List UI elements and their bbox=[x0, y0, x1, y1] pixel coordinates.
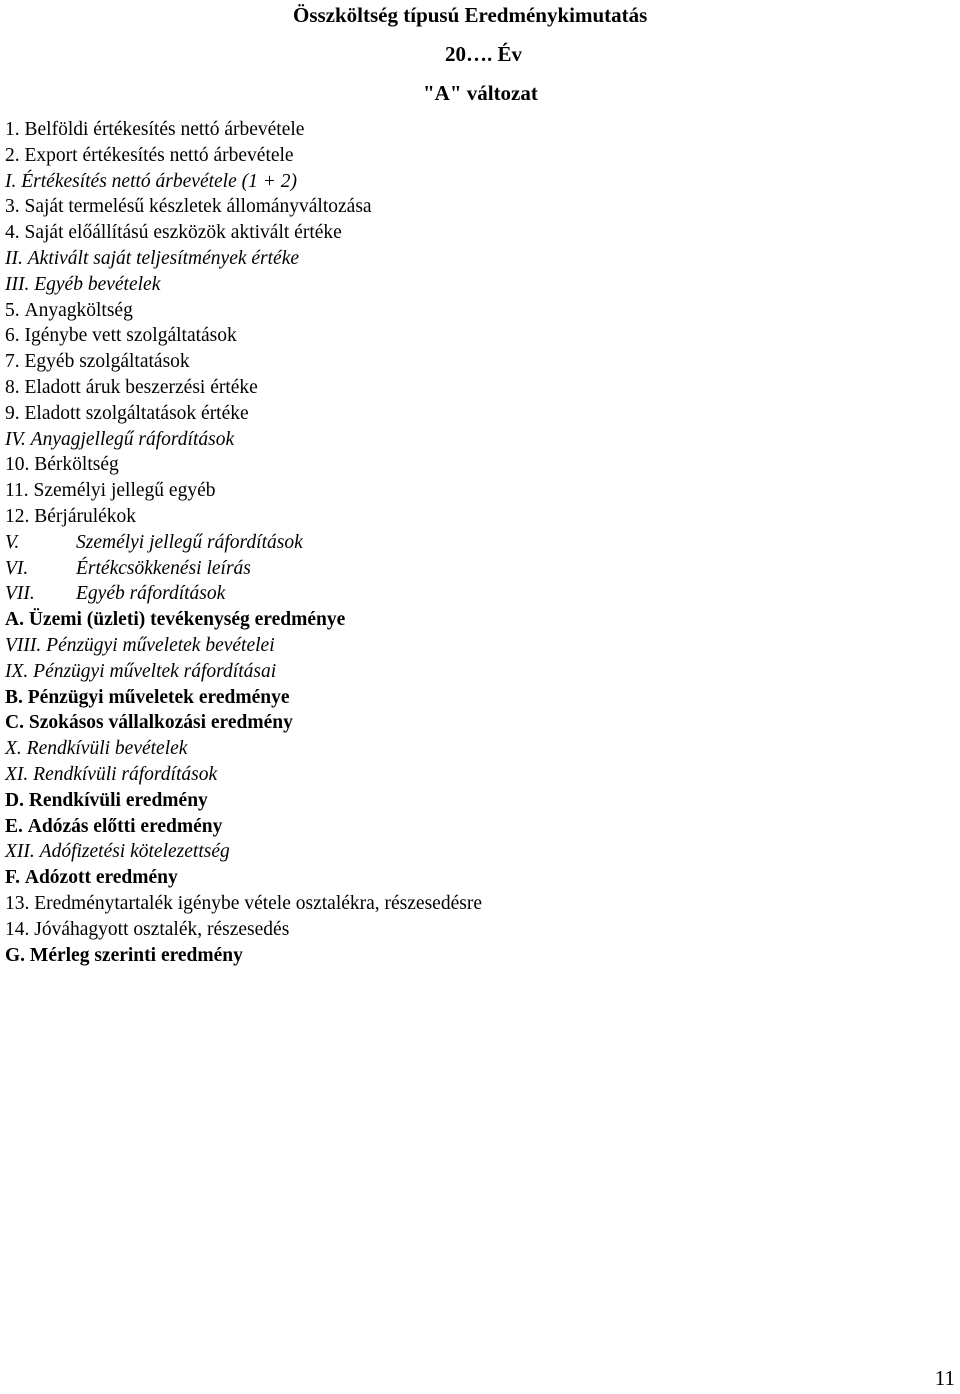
statement-line bbox=[5, 659, 482, 685]
line-label: Anyagjellegű ráfordítások bbox=[30, 428, 235, 450]
statement-line bbox=[5, 943, 482, 969]
statement-line bbox=[5, 220, 482, 246]
line-number: B. bbox=[5, 686, 28, 708]
line-label: Rendkívüli bevételek bbox=[26, 738, 188, 760]
line-label: Értékcsökkenési leírás bbox=[76, 557, 251, 579]
line-number: VI. bbox=[5, 557, 29, 579]
statement-line bbox=[5, 427, 482, 453]
line-label: Aktivált saját teljesítmények értéke bbox=[27, 247, 300, 269]
statement-line bbox=[5, 143, 482, 169]
line-number: 12. bbox=[5, 505, 35, 527]
line-label: Adózott eredmény bbox=[24, 867, 178, 889]
line-number: 8. bbox=[5, 376, 25, 398]
statement-line bbox=[5, 839, 482, 865]
line-label: Személyi jellegű egyéb bbox=[33, 480, 216, 502]
statement-line bbox=[5, 401, 482, 427]
page-number: 11 bbox=[934, 1366, 955, 1390]
line-label: Pénzügyi műveltek ráfordításai bbox=[33, 660, 277, 682]
statement-line bbox=[5, 581, 482, 607]
line-label: Saját termelésű készletek állományváltozása bbox=[24, 196, 372, 218]
line-label: Bérköltség bbox=[34, 454, 119, 476]
line-label: Pénzügyi műveletek bevételei bbox=[46, 634, 275, 656]
line-label: Pénzügyi műveletek eredménye bbox=[27, 686, 290, 708]
line-number: X. bbox=[5, 738, 27, 760]
statement-line bbox=[5, 298, 482, 324]
line-number: G. bbox=[5, 944, 30, 966]
statement-line bbox=[5, 272, 482, 298]
line-number: 6. bbox=[5, 325, 25, 347]
statement-line bbox=[5, 349, 482, 375]
line-number: 13. bbox=[5, 892, 35, 914]
statement-year: 20…. Év bbox=[445, 42, 523, 66]
line-label: Egyéb bevételek bbox=[34, 273, 161, 295]
line-label: Bérjárulékok bbox=[34, 505, 137, 527]
line-number: XI. bbox=[5, 763, 34, 785]
line-label: Eredménytartalék igénybe vétele osztalékra, részesedésre bbox=[34, 892, 482, 914]
line-label: Eladott szolgáltatások értéke bbox=[24, 402, 249, 424]
line-number: II. bbox=[5, 247, 28, 269]
line-number: IX. bbox=[5, 660, 34, 682]
statement-line bbox=[5, 169, 482, 195]
statement-line bbox=[5, 710, 482, 736]
statement-title: Összköltség típusú Eredménykimutatás bbox=[293, 3, 648, 27]
line-number: VII. bbox=[5, 583, 35, 605]
line-label: Egyéb szolgáltatások bbox=[24, 351, 190, 373]
line-number: IV. bbox=[5, 428, 31, 450]
line-number: III. bbox=[5, 273, 35, 295]
statement-line bbox=[5, 246, 482, 272]
line-label: Export értékesítés nettó árbevétele bbox=[24, 144, 294, 166]
line-number: E. bbox=[5, 815, 28, 837]
line-number: 2. bbox=[5, 144, 25, 166]
line-number: A. bbox=[5, 609, 29, 631]
line-label: Mérleg szerinti eredmény bbox=[29, 944, 243, 966]
line-number: 1. bbox=[5, 119, 25, 140]
line-label: Saját előállítású eszközök aktivált értéke bbox=[24, 222, 342, 244]
statement-variant: "A" változat bbox=[423, 81, 538, 105]
line-number: VIII. bbox=[5, 634, 47, 656]
line-number: 10. bbox=[5, 454, 35, 476]
line-number: C. bbox=[5, 712, 29, 734]
line-label: Egyéb ráfordítások bbox=[76, 583, 226, 605]
line-label: Anyagköltség bbox=[24, 299, 133, 321]
line-number: D. bbox=[5, 789, 29, 811]
statement-line bbox=[5, 788, 482, 814]
statement-line bbox=[5, 375, 482, 401]
statement-line bbox=[5, 452, 482, 478]
line-label: Adózás előtti eredmény bbox=[27, 815, 223, 837]
statement-line bbox=[5, 891, 482, 917]
line-number: 3. bbox=[5, 196, 25, 218]
line-label: Értékesítés nettó árbevétele (1 + 2) bbox=[21, 170, 298, 192]
line-number: I. bbox=[5, 170, 22, 192]
statement-line bbox=[5, 633, 482, 659]
statement-line bbox=[5, 323, 482, 349]
line-label: Eladott áruk beszerzési értéke bbox=[24, 376, 258, 398]
statement-line bbox=[5, 607, 482, 633]
line-label: Adófizetési kötelezettség bbox=[39, 841, 230, 863]
statement-line bbox=[5, 917, 482, 943]
line-number: 11. bbox=[5, 480, 34, 502]
statement-line bbox=[5, 478, 482, 504]
line-number: XII. bbox=[5, 841, 40, 863]
line-label: Jóváhagyott osztalék, részesedés bbox=[34, 918, 290, 940]
statement-line bbox=[5, 814, 482, 840]
line-label: Rendkívüli eredmény bbox=[28, 789, 208, 811]
statement-line bbox=[5, 736, 482, 762]
statement-line bbox=[5, 685, 482, 711]
statement-line bbox=[5, 117, 482, 143]
line-number: 5. bbox=[5, 299, 25, 321]
statement-line bbox=[5, 762, 482, 788]
line-label: Belföldi értékesítés nettó árbevétele bbox=[24, 119, 305, 140]
line-number: 7. bbox=[5, 351, 25, 373]
line-label: Igénybe vett szolgáltatások bbox=[24, 325, 237, 347]
statement-line bbox=[5, 865, 482, 891]
line-label: Üzemi (üzleti) tevékenység eredménye bbox=[28, 609, 346, 631]
statement-line bbox=[5, 556, 482, 582]
line-label: Rendkívüli ráfordítások bbox=[33, 763, 218, 785]
statement-line bbox=[5, 504, 482, 530]
line-number: 4. bbox=[5, 222, 25, 244]
statement-line bbox=[5, 194, 482, 220]
line-number: 14. bbox=[5, 918, 35, 940]
income-statement-lines bbox=[5, 117, 482, 968]
line-number: 9. bbox=[5, 402, 25, 424]
line-label: Személyi jellegű ráfordítások bbox=[76, 531, 303, 553]
line-number: F. bbox=[5, 867, 25, 889]
line-label: Szokásos vállalkozási eredmény bbox=[28, 712, 293, 734]
statement-line bbox=[5, 530, 482, 556]
line-number: V. bbox=[5, 531, 20, 553]
